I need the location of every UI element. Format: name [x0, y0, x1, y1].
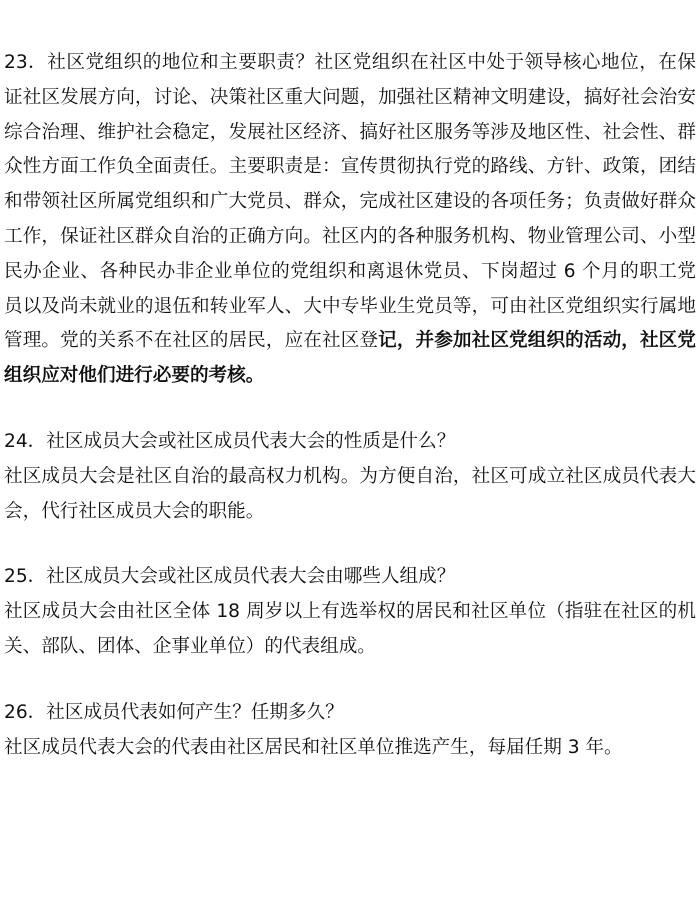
q26-question: 26．社区成员代表如何产生？任期多久？ — [4, 701, 344, 723]
q23-paragraph — [4, 46, 696, 394]
q24-answer: 社区成员大会是社区自治的最高权力机构。为方便自治，社区可成立社区成员代表大会，代行社区成员大会的职能。 — [4, 465, 696, 522]
q26-answer: 社区成员代表大会的代表由社区居民和社区单位推选产生，每届任期 3 年。 — [4, 736, 623, 758]
q23-bold-text: 记，并参加社区党组织的活动，社区党组织应对他们进行必要的考核。 — [4, 330, 696, 387]
q24-question: 24．社区成员大会或社区成员代表大会的性质是什么？ — [4, 430, 456, 452]
q25-answer: 社区成员大会由社区全体 18 周岁以上有选举权的居民和社区单位（指驻在社区的机关、部队、团体、企事业单位）的代表组成。 — [4, 601, 696, 657]
q25-question: 25．社区成员大会或社区成员代表大会由哪些人组成？ — [4, 566, 456, 588]
q23-text: 23．社区党组织的地位和主要职责？社区党组织在社区中处于领导核心地位，在保证社区发展方向，讨论、决策社区重大问题，加强社区精神文明建设，搞好社会治安综合治理、维护社会稳定，发展社区经济、搞好社区服务等涉及地区性、社会性、群众性方面工作负全面责任。主要职责是：宣传贯彻执行党的路线、方针、政策，团结和带领社区所属党组织和广大党员、群众，完成社区建设的各项任务；负责做好群众工作，保证社区群众自治的正确方向。社区内的各种服务机构、物业管理公司、小型民办企业、各种民办非企业单位的党组织和离退休党员、下岗超过 6 个月的职工党员以及尚未就业的退伍和转业军人、大中专毕业生党员等，可由社区党组织实行属地管理。党的关系不在社区的居民，应在社区登 — [4, 52, 696, 352]
section-q24 — [4, 394, 696, 529]
section-q23 — [4, 0, 696, 394]
section-q26 — [4, 665, 696, 766]
section-q25 — [4, 529, 696, 664]
document-page — [4, 0, 696, 765]
